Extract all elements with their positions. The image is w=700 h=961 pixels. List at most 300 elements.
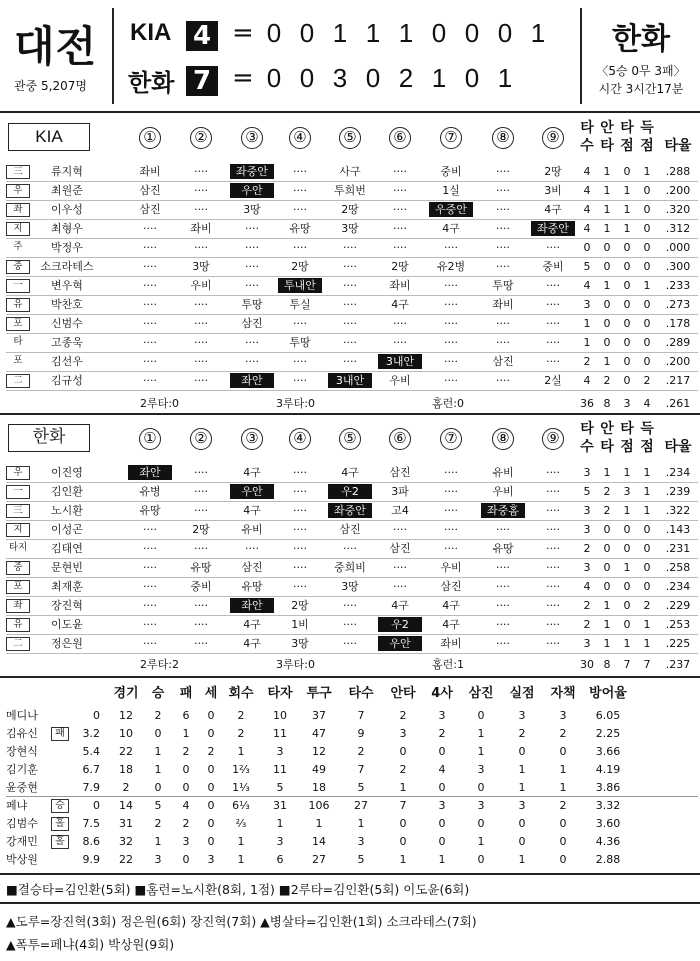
hanwha-pitcher-1-val-13: 3.60 — [595, 817, 621, 830]
hanwha-row-7-ab-3: 좌안 — [230, 598, 274, 613]
hanwha-stat-head-bot-0: 수 — [580, 439, 594, 455]
kia-pitcher-3-val-8: 2 — [399, 763, 407, 776]
hanwha-pitcher-3-val-1: 3 — [154, 853, 162, 866]
kia-pitcher-0-pre: 0 — [93, 709, 100, 722]
kia-row-5-ab-9: 중비 — [542, 260, 564, 273]
hanwha-pitcher-3-pre: 9.9 — [82, 853, 100, 866]
hanwha-row-6-pos: 포 — [6, 580, 30, 594]
hanwha-row-3-ab-5: 삼진 — [339, 523, 361, 536]
note-line-1: ■결승타=김인환(5회) ■홈런=노시환(8회, 1점) ■2루타=김인환(5회) 이도윤(6회) — [6, 882, 470, 897]
kia-row-3-avg: .312 — [665, 222, 691, 235]
kia-row-6-avg: .233 — [665, 279, 691, 292]
hanwha-pitcher-3-val-2: 0 — [182, 853, 190, 866]
kia-row-9-pos: 타 — [13, 336, 23, 347]
home-team-name: 한화 — [128, 69, 175, 97]
hanwha-pitcher-3-val-0: 22 — [119, 853, 133, 866]
hanwha-row-8-stat-3: 1 — [643, 618, 651, 631]
hanwha-row-0-ab-3: 4구 — [243, 466, 261, 479]
home-inning-2: 0 — [299, 63, 315, 93]
kia-stat-head-bot-0: 수 — [580, 138, 594, 154]
hanwha-row-5-ab-4: ···· — [293, 561, 307, 574]
pitch-head-5: 타자 — [267, 686, 293, 701]
kia-pitcher-2-val-12: 0 — [559, 745, 567, 758]
hanwha-row-9-stat-1: 1 — [603, 637, 611, 650]
hanwha-row-8-ab-6: 우2 — [378, 617, 422, 632]
kia-row-6-stat-3: 1 — [643, 279, 651, 292]
hanwha-row-1-stat-0: 5 — [583, 485, 591, 498]
kia-row-3-ab-9: 좌중안 — [531, 221, 575, 236]
hanwha-total-stat-3: 7 — [643, 658, 651, 671]
hanwha-row-9-name: 정은원 — [51, 637, 83, 650]
hanwha-inning-head-9: ⑨ — [542, 428, 564, 450]
hanwha-total-stat-0: 30 — [580, 658, 594, 671]
hanwha-pitcher-0-val-13: 3.32 — [595, 799, 621, 812]
hanwha-pitcher-0-val-1: 5 — [154, 799, 162, 812]
kia-pitcher-1-decision: 패 — [51, 727, 69, 741]
kia-row-3-ab-5: 3땅 — [341, 222, 359, 235]
hanwha-pitcher-1-val-7: 1 — [357, 817, 365, 830]
hanwha-row-7-name: 장진혁 — [51, 599, 83, 612]
kia-row-11-stat-1: 2 — [603, 374, 611, 387]
kia-row-4-ab-2: ···· — [194, 241, 208, 254]
kia-row-0-pos: 三 — [6, 165, 30, 179]
hanwha-row-6-ab-5: 3땅 — [341, 580, 359, 593]
home-inning-6: 1 — [431, 63, 447, 93]
kia-row-3-ab-3: ···· — [245, 222, 259, 235]
kia-row-8-ab-8: ···· — [496, 317, 510, 330]
hanwha-row-3-pos: 지 — [6, 523, 30, 537]
hanwha-pitcher-3-val-6: 27 — [312, 853, 326, 866]
kia-inning-head-2: ② — [190, 127, 212, 149]
kia-row-7-rule — [6, 314, 698, 315]
kia-row-10-ab-8: 삼진 — [492, 355, 514, 368]
kia-row-10-ab-9: ···· — [546, 355, 560, 368]
kia-row-7-avg: .273 — [665, 298, 691, 311]
hanwha-pitcher-2-val-5: 3 — [276, 835, 284, 848]
hanwha-row-5-name: 문현빈 — [51, 561, 83, 574]
hanwha-row-1-name: 김인환 — [51, 485, 83, 498]
kia-row-10-ab-1: ···· — [143, 355, 157, 368]
hanwha-row-3-ab-9: ···· — [546, 523, 560, 536]
kia-pitcher-3-name: 김기훈 — [6, 763, 38, 776]
hanwha-row-4-stat-2: 0 — [623, 542, 631, 555]
kia-row-6-stat-2: 0 — [623, 279, 631, 292]
hanwha-row-9-stat-2: 1 — [623, 637, 631, 650]
hanwha-pitcher-0-decision: 승 — [51, 799, 69, 813]
kia-stat-head-bot-1: 타 — [600, 138, 614, 154]
hanwha-row-2-ab-3: 4구 — [243, 504, 261, 517]
pitch-head-4: 회수 — [228, 686, 254, 701]
kia-row-0-stat-1: 1 — [603, 165, 611, 178]
kia-pitcher-2-pre: 5.4 — [82, 745, 100, 758]
hanwha-pitcher-2-val-4: 1 — [237, 835, 245, 848]
hanwha-row-8-ab-7: 4구 — [442, 618, 460, 631]
hanwha-row-4-pos: 타지 — [8, 542, 28, 553]
kia-row-10-ab-5: ···· — [343, 355, 357, 368]
kia-row-11-name: 김규성 — [51, 374, 83, 387]
hanwha-row-5-pos: 중 — [6, 561, 30, 575]
hanwha-row-2-stat-2: 1 — [623, 504, 631, 517]
away-team-name: KIA — [130, 19, 172, 46]
hanwha-pitcher-1-val-12: 0 — [559, 817, 567, 830]
hanwha-row-4-ab-4: ···· — [293, 542, 307, 555]
kia-row-11-ab-4: ···· — [293, 374, 307, 387]
kia-pitcher-4-val-8: 1 — [399, 781, 407, 794]
kia-row-2-ab-9: 4구 — [544, 203, 562, 216]
kia-pitcher-3-val-9: 4 — [438, 763, 446, 776]
header-divider-left — [112, 8, 114, 104]
kia-pitcher-1-val-4: 2 — [237, 727, 245, 740]
hanwha-row-9-ab-1: ···· — [143, 637, 157, 650]
hanwha-stat-head-bot-3: 점 — [640, 439, 654, 455]
hanwha-row-6-ab-7: 삼진 — [440, 580, 462, 593]
section-rule-3 — [0, 873, 700, 875]
kia-pitcher-2-val-6: 12 — [312, 745, 326, 758]
hanwha-row-8-ab-9: ···· — [546, 618, 560, 631]
hanwha-row-2-ab-5: 좌중안 — [328, 503, 372, 518]
kia-row-2-ab-2: ···· — [194, 203, 208, 216]
kia-row-5-ab-5: ···· — [343, 260, 357, 273]
kia-row-7-pos: 유 — [6, 298, 30, 312]
kia-row-8-ab-3: 삼진 — [241, 317, 263, 330]
kia-total-avg: .261 — [665, 397, 691, 410]
kia-total-stat-0: 36 — [580, 397, 594, 410]
kia-row-10-ab-2: ···· — [194, 355, 208, 368]
kia-pitcher-4-val-13: 3.86 — [595, 781, 621, 794]
kia-stat-head-top-1: 안 — [600, 120, 614, 136]
kia-total-stat-1: 8 — [603, 397, 611, 410]
kia-row-2-ab-7: 우중안 — [429, 202, 473, 217]
hanwha-pitcher-2-val-1: 1 — [154, 835, 162, 848]
hanwha-pitcher-2-val-0: 32 — [119, 835, 133, 848]
kia-row-5-pos: 중 — [6, 260, 30, 274]
kia-pitcher-1-name: 김유신 — [6, 727, 38, 740]
hanwha-row-3-ab-3: 유비 — [241, 523, 263, 536]
kia-pitcher-2-name: 장현식 — [6, 745, 38, 758]
kia-pitcher-0-val-1: 2 — [154, 709, 162, 722]
kia-pitcher-1-val-1: 0 — [154, 727, 162, 740]
kia-row-2-rule — [6, 219, 698, 220]
scoreboard-header — [0, 0, 700, 111]
kia-row-8-stat-0: 1 — [583, 317, 591, 330]
kia-homeruns: 홈런:0 — [432, 397, 464, 410]
kia-inning-head-9: ⑨ — [542, 127, 564, 149]
kia-row-0-rule — [6, 181, 698, 182]
kia-row-9-avg: .289 — [665, 336, 691, 349]
kia-avg-head: 타율 — [664, 138, 692, 154]
kia-pitcher-0-val-7: 7 — [357, 709, 365, 722]
away-inning-8: 0 — [497, 18, 513, 48]
hanwha-row-8-name: 이도윤 — [51, 618, 83, 631]
kia-pitcher-4-name: 윤중현 — [6, 781, 38, 794]
kia-row-2-avg: .320 — [665, 203, 691, 216]
kia-row-2-ab-5: 2땅 — [341, 203, 359, 216]
kia-pitcher-0-val-8: 2 — [399, 709, 407, 722]
hanwha-row-3-ab-2: 2땅 — [192, 523, 210, 536]
hanwha-pitcher-3-val-4: 1 — [237, 853, 245, 866]
hanwha-row-1-ab-4: ···· — [293, 485, 307, 498]
kia-row-4-ab-9: ···· — [546, 241, 560, 254]
kia-row-2-ab-3: 3땅 — [243, 203, 261, 216]
kia-inning-head-3: ③ — [241, 127, 263, 149]
kia-stat-head-top-0: 타 — [580, 120, 594, 136]
kia-row-4-avg: .000 — [665, 241, 691, 254]
hanwha-pitcher-1-val-9: 0 — [438, 817, 446, 830]
hanwha-pitcher-1-val-4: ⅔ — [235, 817, 247, 830]
hanwha-row-7-ab-4: 2땅 — [291, 599, 309, 612]
kia-row-7-ab-6: 4구 — [391, 298, 409, 311]
hanwha-doubles: 2루타:2 — [140, 658, 179, 671]
hanwha-row-5-ab-2: 유땅 — [190, 561, 212, 574]
kia-row-3-ab-1: ···· — [143, 222, 157, 235]
kia-row-2-ab-4: ···· — [293, 203, 307, 216]
hanwha-row-2-ab-8: 좌중홈 — [481, 503, 525, 518]
winner-team: 한화 — [612, 22, 670, 57]
hanwha-pitcher-3-val-11: 1 — [518, 853, 526, 866]
hanwha-row-7-ab-7: 4구 — [442, 599, 460, 612]
hanwha-row-0-name: 이진영 — [51, 466, 83, 479]
kia-pitcher-0-val-11: 3 — [518, 709, 526, 722]
hanwha-row-7-stat-3: 2 — [643, 599, 651, 612]
kia-row-1-stat-2: 1 — [623, 184, 631, 197]
hanwha-row-8-ab-3: 4구 — [243, 618, 261, 631]
hanwha-row-0-ab-1: 좌안 — [128, 465, 172, 480]
kia-row-6-stat-1: 1 — [603, 279, 611, 292]
hanwha-row-8-rule — [6, 634, 698, 635]
hanwha-row-9-ab-9: ···· — [546, 637, 560, 650]
hanwha-row-0-ab-7: ···· — [444, 466, 458, 479]
pitch-head-13: 방어율 — [589, 686, 627, 701]
kia-row-8-ab-5: ···· — [343, 317, 357, 330]
hanwha-pitcher-1-decision: 홀 — [51, 817, 69, 831]
hanwha-row-1-ab-6: 3파 — [391, 485, 409, 498]
kia-pitcher-0-val-4: 2 — [237, 709, 245, 722]
hanwha-pitcher-2-val-6: 14 — [312, 835, 326, 848]
hanwha-pitcher-1-val-1: 2 — [154, 817, 162, 830]
kia-row-4-pos: 주 — [13, 241, 23, 252]
kia-inning-head-7: ⑦ — [440, 127, 462, 149]
kia-pitcher-4-pre: 7.9 — [82, 781, 100, 794]
hanwha-row-6-stat-2: 0 — [623, 580, 631, 593]
kia-row-4-ab-7: ···· — [444, 241, 458, 254]
hanwha-pitcher-2-val-13: 4.36 — [595, 835, 621, 848]
hanwha-row-5-stat-3: 0 — [643, 561, 651, 574]
kia-row-5-ab-1: ···· — [143, 260, 157, 273]
attendance: 관중 5,207명 — [14, 79, 87, 93]
hanwha-pitcher-2-val-11: 0 — [518, 835, 526, 848]
kia-row-1-ab-8: ···· — [496, 184, 510, 197]
kia-row-4-ab-5: ···· — [343, 241, 357, 254]
kia-pitcher-3-pre: 6.7 — [82, 763, 100, 776]
kia-row-7-ab-8: 좌비 — [492, 298, 514, 311]
kia-row-0-ab-1: 좌비 — [139, 165, 161, 178]
hanwha-row-1-ab-8: 우비 — [492, 485, 514, 498]
kia-row-11-ab-6: 우비 — [389, 374, 411, 387]
kia-row-1-pos: 우 — [6, 184, 30, 198]
hanwha-row-1-pos: 一 — [6, 485, 30, 499]
pitch-head-7: 타수 — [348, 686, 374, 701]
kia-row-4-rule — [6, 257, 698, 258]
kia-row-1-rule — [6, 200, 698, 201]
hanwha-row-1-ab-1: 유병 — [139, 485, 161, 498]
kia-pitcher-2-val-1: 1 — [154, 745, 162, 758]
hanwha-pitcher-3-name: 박상원 — [6, 853, 38, 866]
kia-row-10-rule — [6, 371, 698, 372]
hanwha-stat-head-bot-1: 타 — [600, 439, 614, 455]
hanwha-row-2-stat-1: 2 — [603, 504, 611, 517]
kia-row-10-name: 김선우 — [51, 355, 83, 368]
hanwha-row-1-ab-3: 우안 — [230, 484, 274, 499]
note-line-2: ▲도루=장진혁(3회) 정은원(6회) 장진혁(7회) ▲병살타=김인환(1회) 소크라테스(7회) — [6, 914, 477, 929]
hanwha-pitcher-3-val-3: 3 — [207, 853, 215, 866]
kia-row-9-rule — [6, 352, 698, 353]
kia-row-4-stat-3: 0 — [643, 241, 651, 254]
hanwha-row-1-stat-3: 1 — [643, 485, 651, 498]
kia-row-5-name: 소크라테스 — [40, 260, 94, 273]
kia-row-5-ab-3: ···· — [245, 260, 259, 273]
kia-pitcher-1-val-0: 10 — [119, 727, 133, 740]
hanwha-row-2-ab-6: 고4 — [391, 504, 409, 517]
hanwha-row-6-rule — [6, 596, 698, 597]
hanwha-row-3-stat-0: 3 — [583, 523, 591, 536]
kia-row-1-ab-4: ···· — [293, 184, 307, 197]
kia-row-1-ab-5: 투희번 — [334, 184, 366, 197]
hanwha-row-9-ab-6: 우안 — [378, 636, 422, 651]
kia-row-8-pos: 포 — [6, 317, 30, 331]
hanwha-row-2-stat-3: 1 — [643, 504, 651, 517]
hanwha-row-0-stat-0: 3 — [583, 466, 591, 479]
hanwha-row-5-stat-2: 1 — [623, 561, 631, 574]
away-inning-7: 0 — [464, 18, 480, 48]
kia-row-5-ab-2: 3땅 — [192, 260, 210, 273]
kia-row-5-stat-1: 0 — [603, 260, 611, 273]
kia-stat-head-bot-2: 점 — [620, 138, 634, 154]
kia-pitcher-1-val-5: 11 — [273, 727, 287, 740]
kia-row-1-avg: .200 — [665, 184, 691, 197]
hanwha-row-5-stat-1: 0 — [603, 561, 611, 574]
kia-pitcher-4-val-9: 0 — [438, 781, 446, 794]
kia-row-2-name: 이우성 — [51, 203, 83, 216]
kia-row-5-stat-0: 5 — [583, 260, 591, 273]
kia-row-3-ab-2: 좌비 — [190, 222, 212, 235]
kia-pitcher-2-val-5: 3 — [276, 745, 284, 758]
pitch-head-1: 승 — [151, 686, 165, 701]
kia-pitcher-3-val-2: 0 — [182, 763, 190, 776]
hanwha-pitcher-2-decision: 홀 — [51, 835, 69, 849]
hanwha-inning-head-2: ② — [190, 428, 212, 450]
kia-pitcher-1-val-12: 2 — [559, 727, 567, 740]
kia-pitcher-1-pre: 3.2 — [82, 727, 100, 740]
kia-row-8-name: 신범수 — [51, 317, 83, 330]
hanwha-row-5-ab-1: ···· — [143, 561, 157, 574]
hanwha-homeruns: 홈런:1 — [432, 658, 464, 671]
kia-row-6-ab-5: ···· — [343, 279, 357, 292]
kia-inning-head-8: ⑧ — [492, 127, 514, 149]
kia-pitcher-4-val-12: 1 — [559, 781, 567, 794]
hanwha-row-6-avg: .234 — [665, 580, 691, 593]
kia-pitcher-2-val-13: 3.66 — [595, 745, 621, 758]
pitch-head-0: 경기 — [113, 686, 139, 701]
kia-row-7-ab-7: ···· — [444, 298, 458, 311]
hanwha-row-2-ab-4: ···· — [293, 504, 307, 517]
kia-row-11-stat-3: 2 — [643, 374, 651, 387]
kia-row-8-avg: .178 — [665, 317, 691, 330]
hanwha-pitcher-2-val-3: 0 — [207, 835, 215, 848]
kia-row-10-pos: 포 — [13, 355, 23, 366]
hanwha-row-9-ab-2: ···· — [194, 637, 208, 650]
kia-row-3-ab-6: ···· — [393, 222, 407, 235]
hanwha-row-1-ab-5: 우2 — [328, 484, 372, 499]
hanwha-row-7-ab-5: ···· — [343, 599, 357, 612]
pitch-team-rule — [6, 796, 698, 797]
hanwha-row-5-ab-9: ···· — [546, 561, 560, 574]
winner-record: 〈5승 0무 3패〉 — [596, 64, 686, 78]
kia-row-5-avg: .300 — [665, 260, 691, 273]
kia-row-11-ab-7: ···· — [444, 374, 458, 387]
kia-pitcher-4-val-5: 5 — [276, 781, 284, 794]
home-inning-1: 0 — [266, 63, 282, 93]
hanwha-row-4-ab-1: ···· — [143, 542, 157, 555]
kia-row-0-ab-8: ···· — [496, 165, 510, 178]
kia-row-5-stat-2: 0 — [623, 260, 631, 273]
kia-pitcher-0-val-12: 3 — [559, 709, 567, 722]
kia-row-5-stat-3: 0 — [643, 260, 651, 273]
kia-row-0-stat-2: 0 — [623, 165, 631, 178]
hanwha-row-6-ab-8: ···· — [496, 580, 510, 593]
kia-triples: 3루타:0 — [276, 397, 315, 410]
kia-row-9-stat-0: 1 — [583, 336, 591, 349]
kia-row-1-stat-0: 4 — [583, 184, 591, 197]
home-inning-7: 0 — [464, 63, 480, 93]
hanwha-row-5-ab-3: 삼진 — [241, 561, 263, 574]
hanwha-pitcher-2-name: 강재민 — [6, 835, 38, 848]
kia-row-3-pos: 지 — [6, 222, 30, 236]
hanwha-total-stat-2: 7 — [623, 658, 631, 671]
kia-row-5-ab-8: ···· — [496, 260, 510, 273]
hanwha-batting-section — [0, 414, 700, 676]
kia-row-10-ab-7: ···· — [444, 355, 458, 368]
kia-pitcher-1-val-9: 2 — [438, 727, 446, 740]
hanwha-row-1-stat-2: 3 — [623, 485, 631, 498]
kia-pitcher-0-name: 메디나 — [6, 709, 38, 722]
hanwha-row-0-ab-9: ···· — [546, 466, 560, 479]
home-runs: 7 — [186, 66, 218, 96]
kia-pitcher-4-val-4: 1⅓ — [232, 781, 250, 794]
kia-row-11-ab-9: 2실 — [544, 374, 562, 387]
hanwha-row-4-stat-0: 2 — [583, 542, 591, 555]
hanwha-row-9-ab-7: 좌비 — [440, 637, 462, 650]
kia-row-4-stat-2: 0 — [623, 241, 631, 254]
hanwha-stat-head-top-2: 타 — [620, 421, 634, 437]
kia-row-3-stat-2: 1 — [623, 222, 631, 235]
kia-row-0-ab-9: 2땅 — [544, 165, 562, 178]
kia-pitcher-2-val-11: 0 — [518, 745, 526, 758]
hanwha-pitcher-0-val-2: 4 — [182, 799, 190, 812]
kia-pitcher-2-val-9: 0 — [438, 745, 446, 758]
kia-inning-head-5: ⑤ — [339, 127, 361, 149]
kia-batting-section — [0, 113, 700, 413]
hanwha-row-3-ab-7: ···· — [444, 523, 458, 536]
kia-row-1-ab-9: 3비 — [544, 184, 562, 197]
kia-row-3-ab-4: 유땅 — [289, 222, 311, 235]
hanwha-row-4-rule — [6, 558, 698, 559]
kia-row-9-ab-7: ···· — [444, 336, 458, 349]
kia-pitcher-4-val-10: 0 — [477, 781, 485, 794]
kia-row-9-ab-2: ···· — [194, 336, 208, 349]
hanwha-total-stat-1: 8 — [603, 658, 611, 671]
hanwha-row-9-ab-4: 3땅 — [291, 637, 309, 650]
kia-row-5-ab-4: 2땅 — [291, 260, 309, 273]
